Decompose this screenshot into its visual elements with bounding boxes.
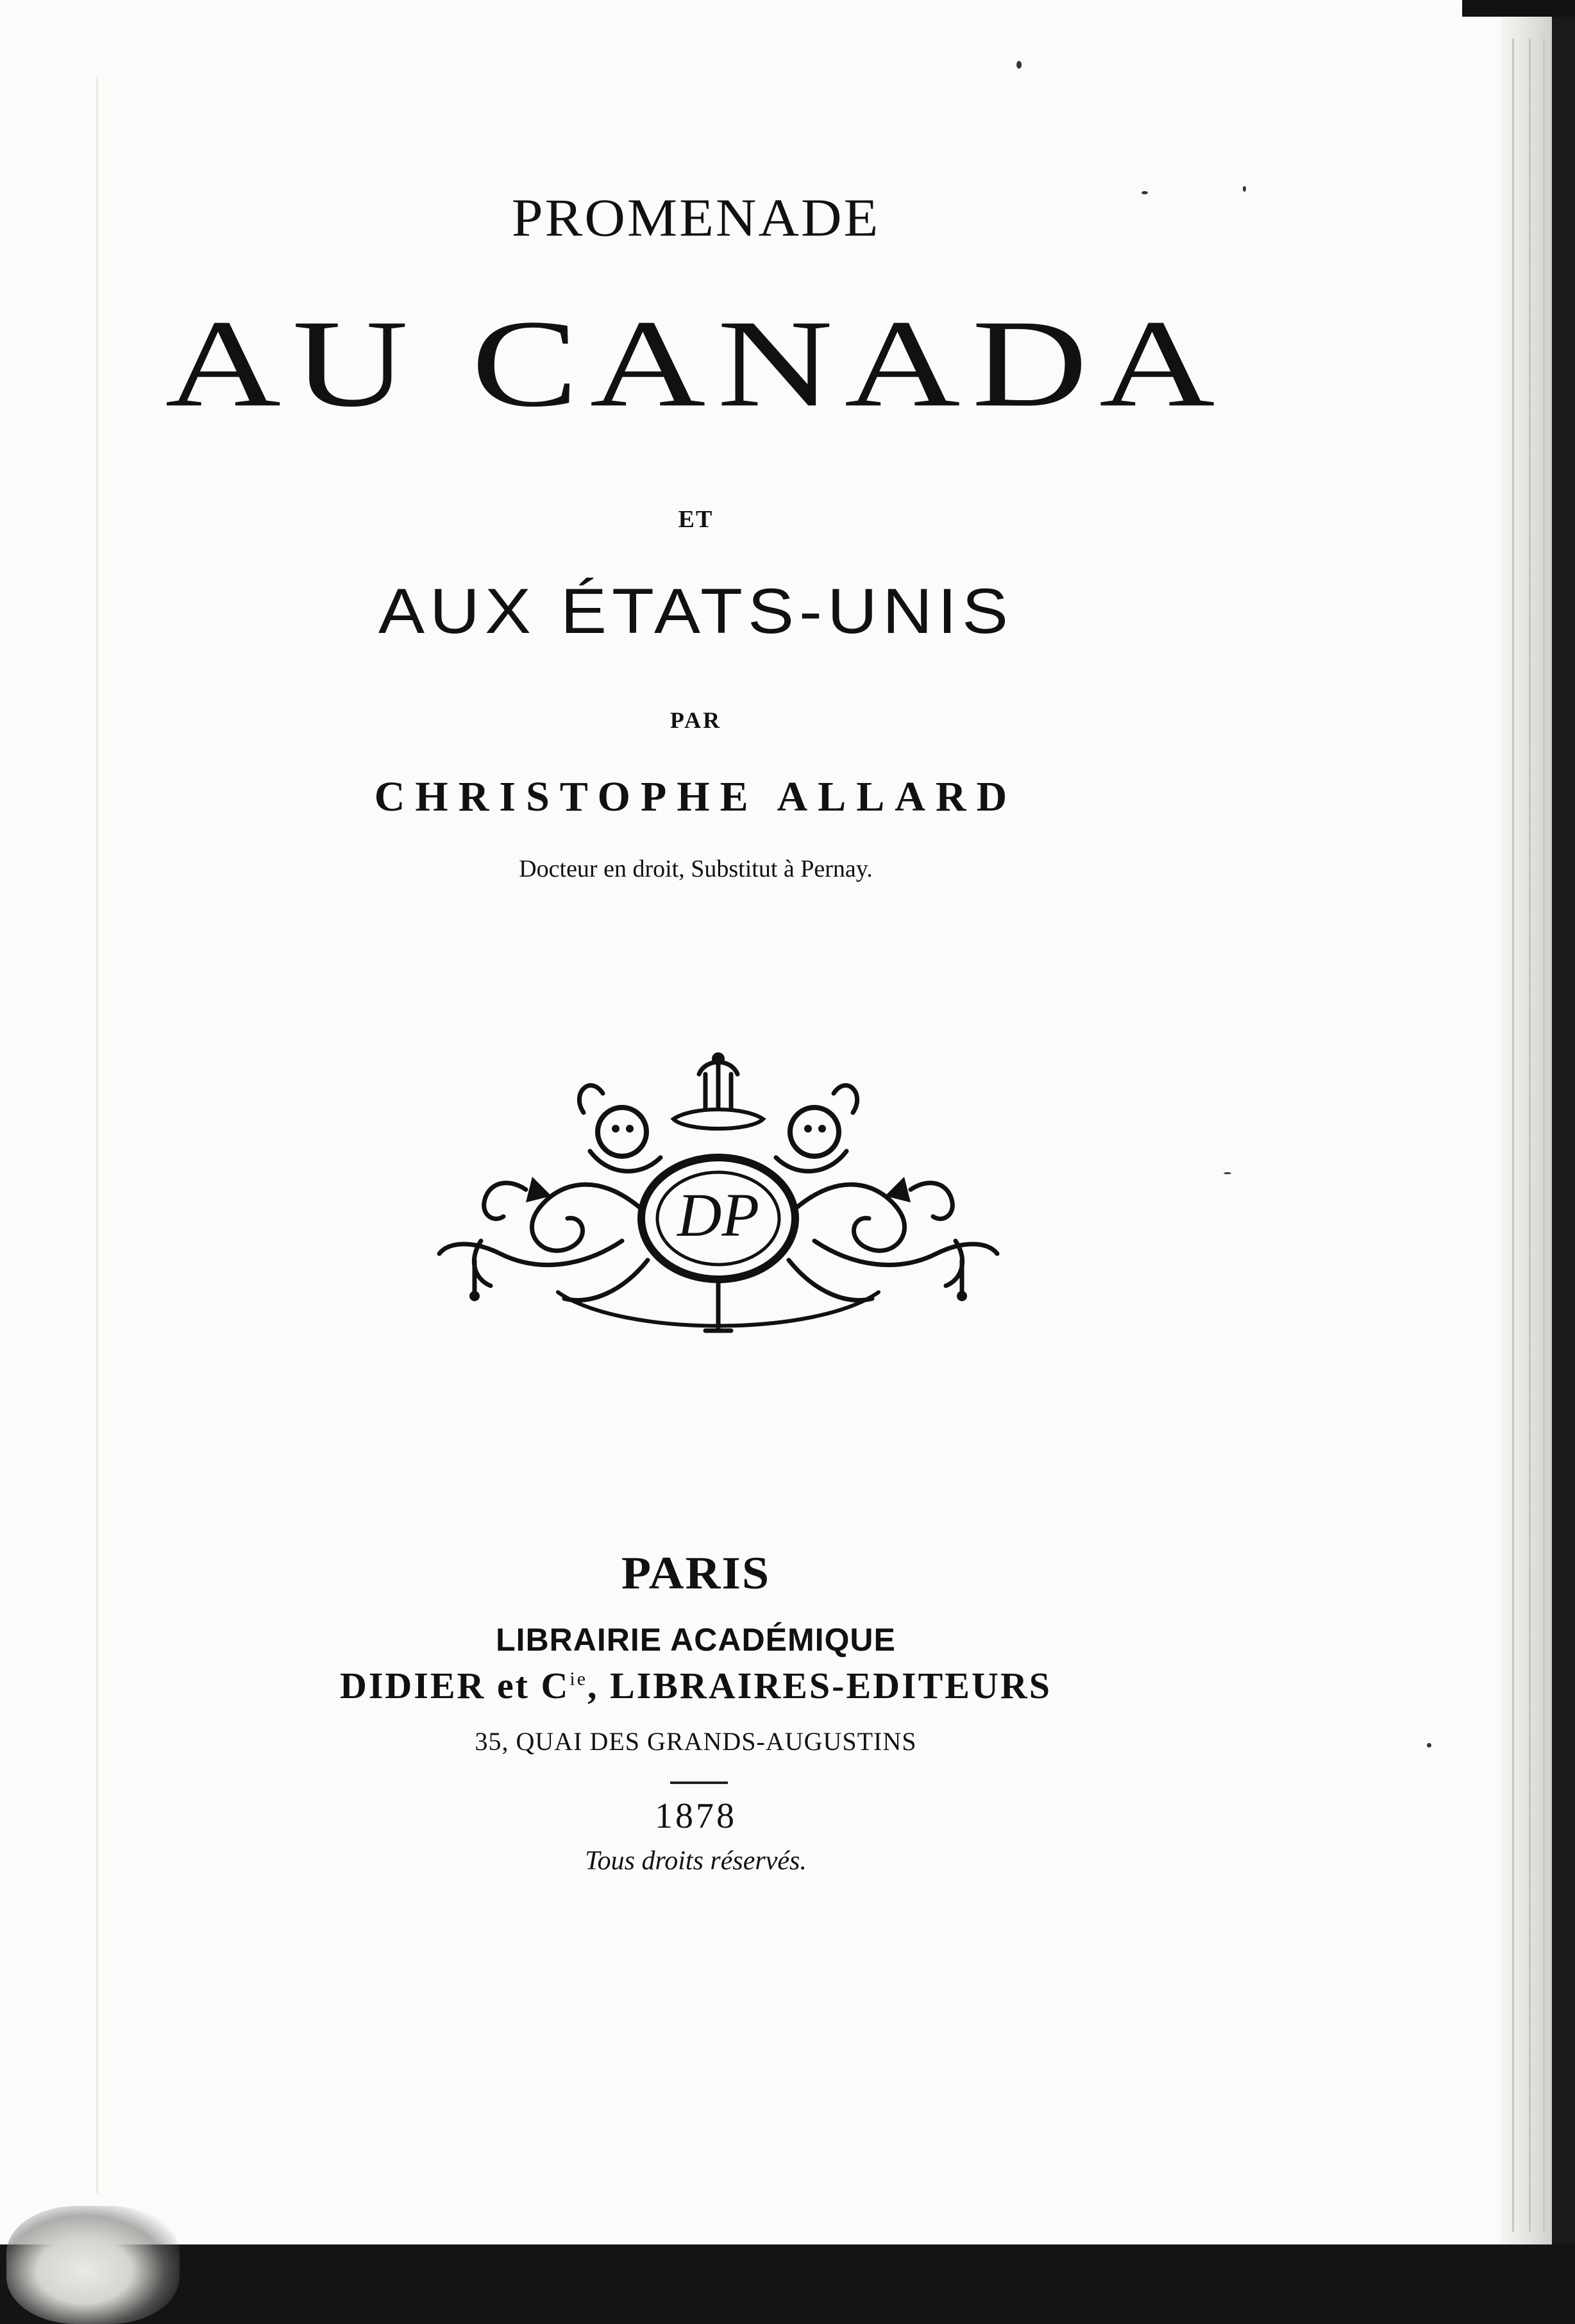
speck xyxy=(1224,1172,1231,1174)
scan-border-bottom xyxy=(0,2244,1575,2324)
publisher-superscript: ie xyxy=(569,1668,588,1690)
publisher-ornament-icon xyxy=(430,1048,1007,1350)
scan-smudge xyxy=(6,2206,180,2324)
author-name: CHRISTOPHE ALLARD xyxy=(374,773,1018,820)
pre-title: PROMENADE xyxy=(511,189,880,248)
imprint-rights: Tous droits réservés. xyxy=(585,1846,807,1876)
page-edge-line xyxy=(1512,38,1514,2232)
scan-border-top xyxy=(1462,0,1575,17)
imprint-rule xyxy=(670,1781,728,1784)
imprint-year: 1878 xyxy=(655,1796,737,1836)
publisher-rest: , LIBRAIRES-EDITEURS xyxy=(587,1665,1052,1706)
publisher-name: DIDIER et C xyxy=(339,1665,570,1706)
imprint-city: PARIS xyxy=(621,1547,771,1599)
imprint-publisher-line2 xyxy=(0,1664,1392,1707)
imprint-publisher-line1: LIBRAIRIE ACADÉMIQUE xyxy=(496,1622,896,1658)
page-edge-line xyxy=(1543,38,1545,2232)
author-credentials: Docteur en droit, Substitut à Pernay. xyxy=(519,855,873,882)
ornament-monogram: DP xyxy=(677,1181,759,1249)
speck xyxy=(1016,61,1022,69)
page-edge-line xyxy=(1529,38,1531,2232)
main-title: AU CANADA xyxy=(165,294,1227,434)
title-conjunction: ET xyxy=(678,506,714,533)
speck xyxy=(1427,1743,1431,1747)
imprint-address: 35, QUAI DES GRANDS-AUGUSTINS xyxy=(475,1727,917,1756)
page-edge-stack xyxy=(1501,13,1552,2244)
sub-title: AUX ÉTATS-UNIS xyxy=(378,575,1014,647)
by-line: PAR xyxy=(670,707,722,733)
